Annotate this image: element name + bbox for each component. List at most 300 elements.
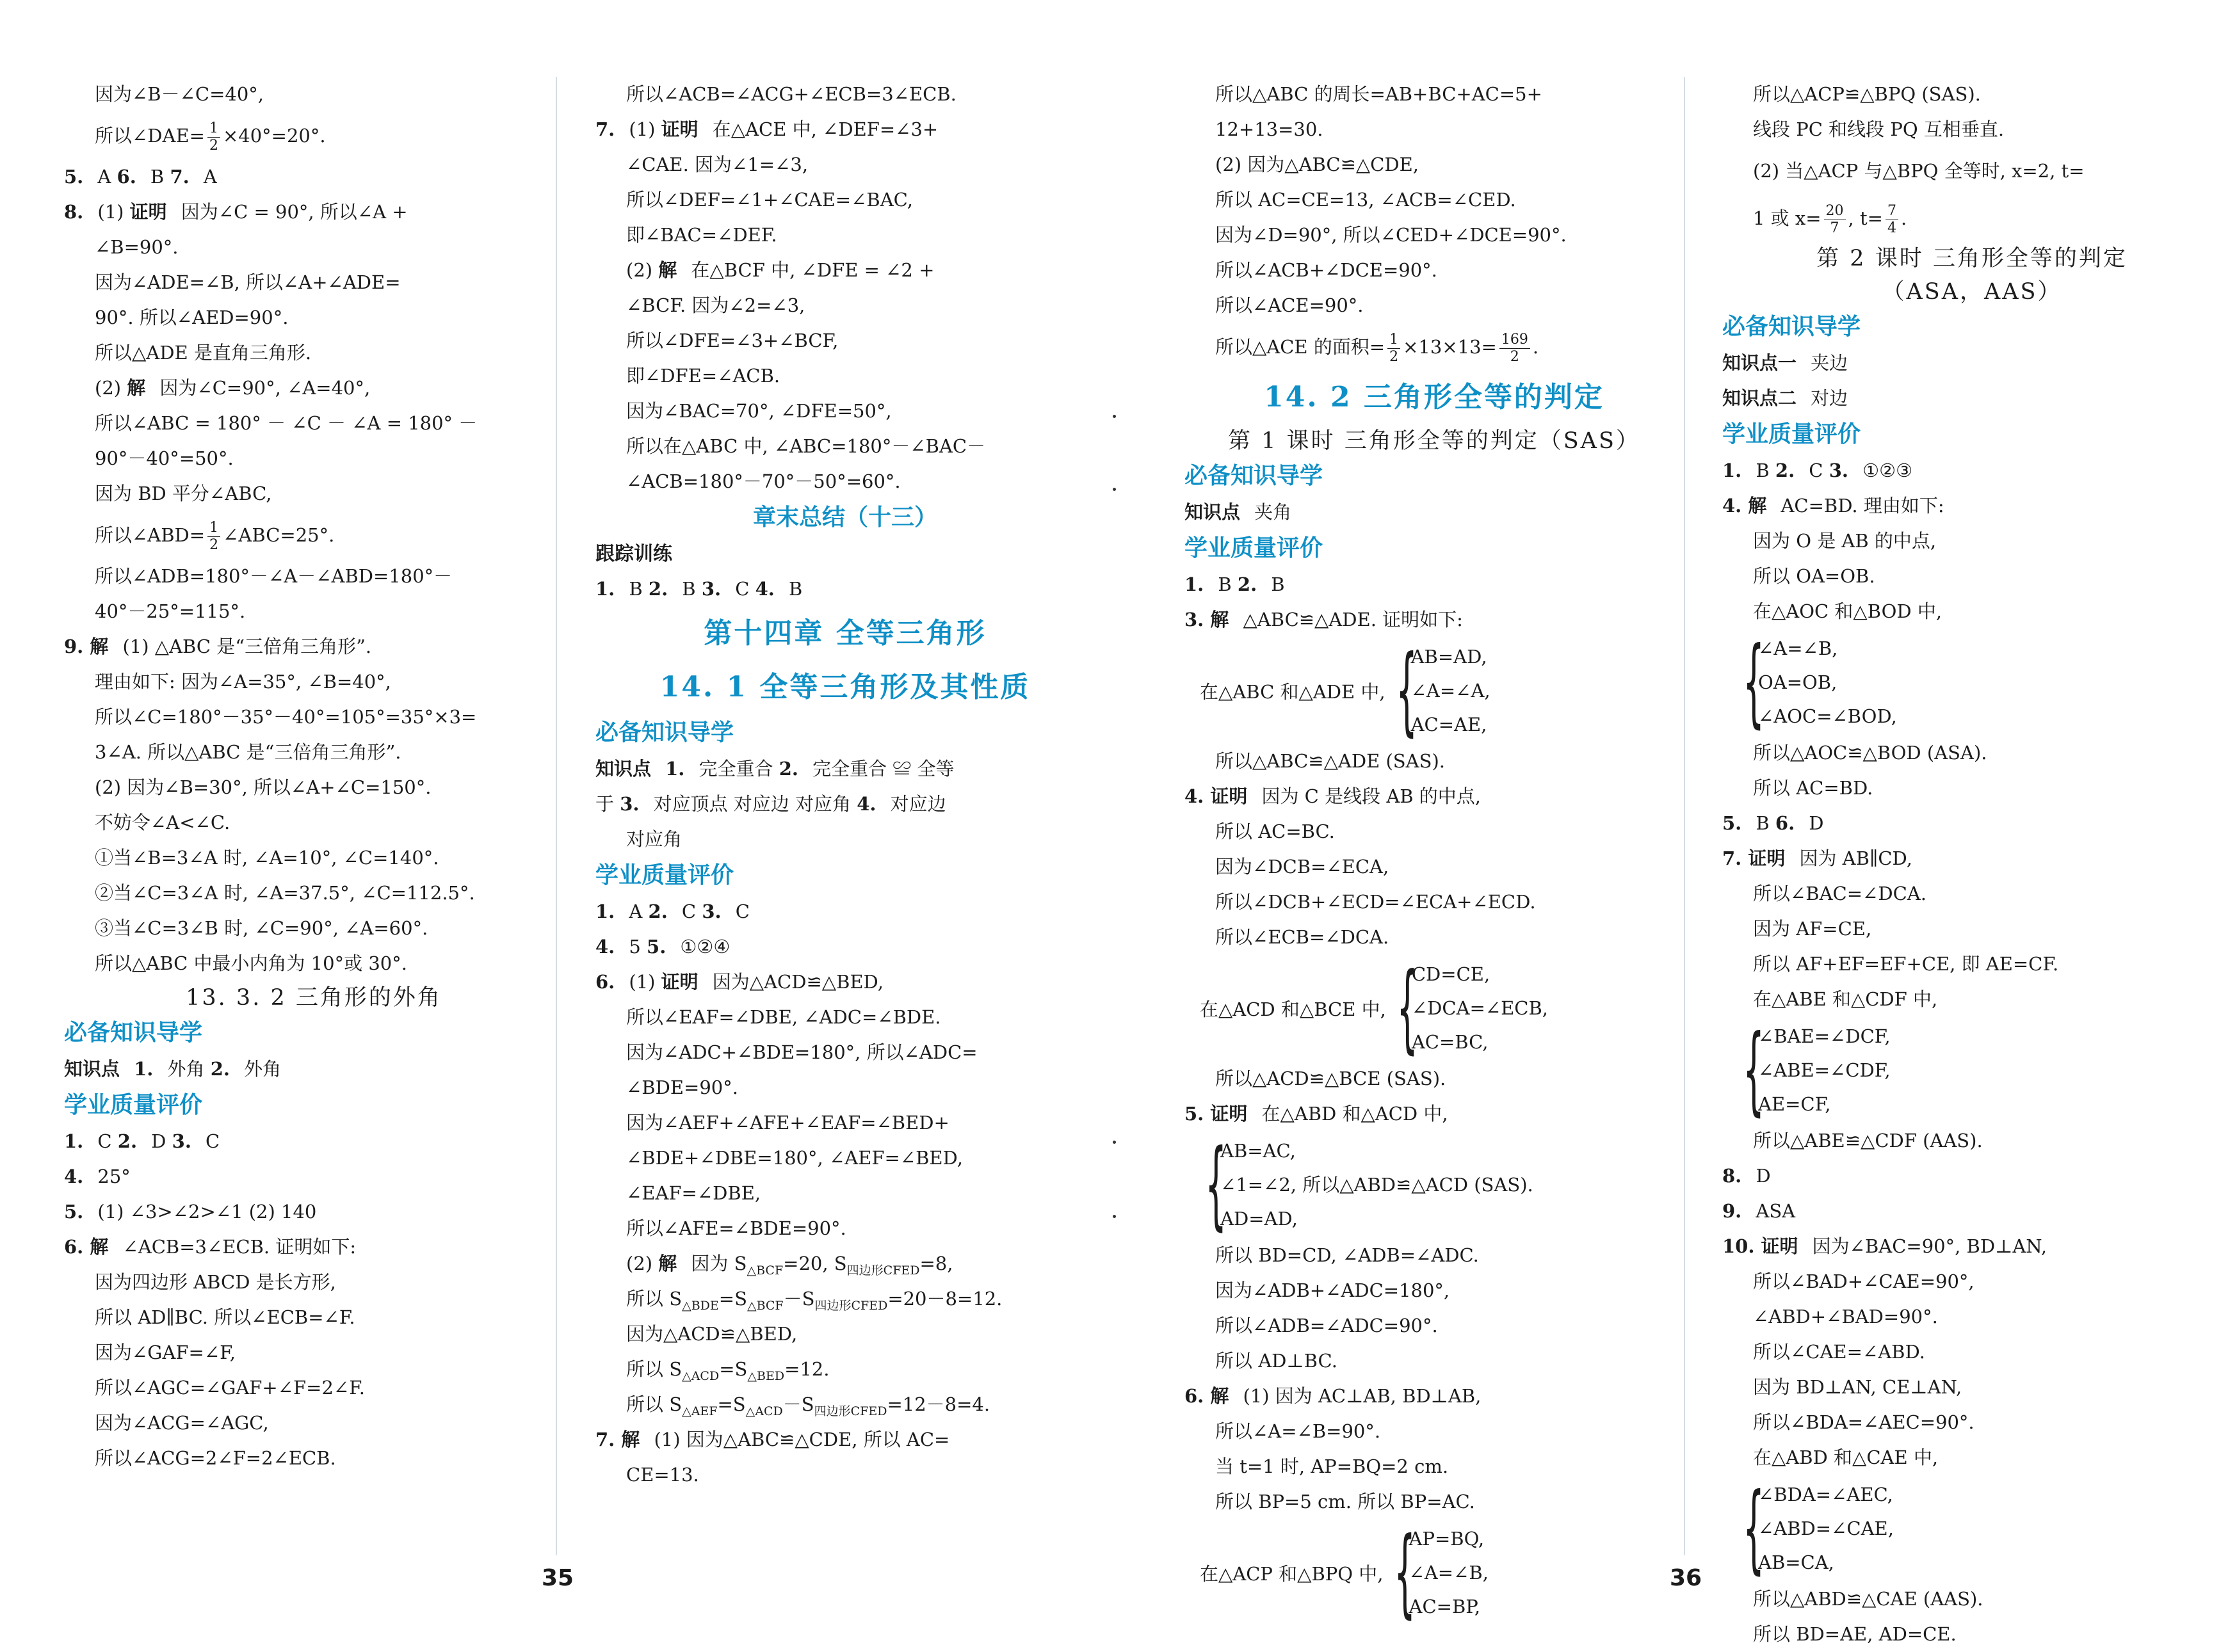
bold-label: 知识点二 — [1722, 387, 1804, 409]
text-run: 理由如下: 因为∠A=35°, ∠B=40°, — [95, 671, 391, 693]
subscript: △BDE — [682, 1298, 719, 1313]
brace-line: AB=CA, — [1758, 1551, 1834, 1573]
fraction-numerator: 1 — [207, 120, 220, 138]
text-run: D — [1756, 1165, 1771, 1187]
bold-label: 6. — [595, 971, 622, 993]
bold-label: 4. 证明 — [1184, 785, 1254, 807]
answer-line — [64, 300, 563, 335]
text-run: =20－8=12. — [887, 1288, 1003, 1310]
brace-lead-text: 在△ACP 和△BPQ 中, — [1200, 1562, 1384, 1585]
answer-line — [64, 476, 563, 511]
brace-lines — [1409, 1522, 1489, 1624]
answer-line — [1722, 453, 2222, 488]
fraction — [207, 120, 220, 154]
brace-line: ∠1=∠2, 所以△ABD≌△ACD (SAS). — [1220, 1173, 1533, 1196]
bold-label: 5. — [64, 1201, 90, 1223]
brace-line: AC=BP, — [1409, 1595, 1481, 1617]
subscript: △BCF — [747, 1298, 784, 1313]
text-run: 因为 BD⊥AN, CE⊥AN, — [1753, 1376, 1962, 1398]
text-run: ∠CAE. 因为∠1=∠3, — [626, 154, 809, 175]
section-heading — [595, 714, 1095, 751]
answer-line — [1722, 77, 2222, 112]
answer-line — [1722, 488, 2222, 524]
text-run: (2) — [95, 377, 127, 399]
text-run: 13. 3. 2 三角形的外角 — [186, 985, 442, 1011]
answer-line — [1184, 814, 1684, 849]
answer-line — [1722, 841, 2222, 876]
bold-label: 知识点 — [1184, 501, 1247, 523]
text-run: 因为四边形 ABCD 是长方形, — [95, 1271, 336, 1293]
answer-line — [595, 822, 1095, 857]
bold-label: 2. — [648, 901, 674, 922]
answer-line — [64, 371, 563, 406]
bold-label: 4. — [857, 793, 883, 815]
answer-line — [1722, 381, 2222, 416]
bold-label: 7. 证明 — [1722, 847, 1792, 869]
fraction — [1387, 332, 1400, 365]
bold-label: 5. — [64, 166, 90, 188]
answer-line — [1722, 1335, 2222, 1370]
text-run: 夹角 — [1254, 501, 1292, 523]
answer-line — [1722, 1370, 2222, 1405]
fraction-numerator: 20 — [1824, 203, 1846, 220]
fraction — [1886, 203, 1898, 237]
answer-line — [64, 1194, 563, 1230]
bold-label: 证明 — [661, 118, 705, 140]
margin-dot — [1113, 415, 1116, 418]
text-run: 因为∠ACG=∠AGC, — [95, 1412, 269, 1434]
text-run: 所以∠DAE= — [95, 125, 205, 147]
bold-label: 5. — [647, 936, 673, 958]
text-run: B — [682, 578, 702, 600]
brace-lines — [1758, 632, 1897, 734]
text-run: 学业质量评价 — [64, 1092, 203, 1118]
answer-line — [1722, 911, 2222, 947]
answer-line — [595, 1281, 1095, 1317]
text-run: 所以∠AGC=∠GAF+∠F=2∠F. — [95, 1377, 366, 1399]
brace-line: ∠ABD=∠CAE, — [1758, 1517, 1894, 1539]
text-run: 因为△ACD≌△BED, — [626, 1323, 798, 1345]
bold-label: 3. — [1829, 460, 1855, 481]
answer-line — [595, 1246, 1095, 1281]
answer-line — [595, 218, 1095, 253]
text-run: ×13×13= — [1403, 336, 1497, 358]
bold-label: 3. — [172, 1130, 198, 1152]
answer-column-4 — [1722, 77, 2222, 1652]
text-run: 因为∠C = 90°, 所以∠A + — [181, 201, 408, 223]
answer-line — [64, 159, 563, 195]
subheading — [595, 536, 1095, 572]
text-run: 所以∠BAC=∠DCA. — [1753, 883, 1926, 904]
text-run: 所以∠C=180°－35°－40°=105°=35°×3= — [95, 706, 477, 728]
text-run: =12. — [784, 1358, 830, 1380]
text-run: 外角 — [167, 1058, 211, 1080]
answer-line — [1184, 885, 1684, 920]
answer-line — [1184, 77, 1684, 112]
text-run: 所以∠ACB=∠ACG+∠ECB=3∠ECB. — [626, 83, 957, 105]
text-run: 所以∠BDA=∠AEC=90°. — [1753, 1411, 1975, 1433]
brace-line: AB=AD, — [1410, 645, 1487, 668]
answer-line — [595, 253, 1095, 288]
answer-line — [64, 1265, 563, 1300]
answer-line — [1722, 594, 2222, 629]
text-run: 所以 BP=5 cm. 所以 BP=AC. — [1215, 1491, 1475, 1512]
answer-line — [64, 1406, 563, 1441]
text-run: 因为∠ADE=∠B, 所以∠A+∠ADE= — [95, 271, 401, 293]
text-run: 所以∠DCB+∠ECD=∠ECA+∠ECD. — [1215, 891, 1536, 913]
text-run: 夹边 — [1811, 352, 1848, 374]
text-run: 因为 AF=CE, — [1753, 918, 1872, 940]
text-run: 在△ACE 中, ∠DEF=∠3+ — [712, 118, 939, 140]
text-run: B — [1218, 573, 1238, 595]
answer-line — [1184, 1449, 1684, 1484]
bold-label: 4. — [755, 578, 781, 600]
answer-line — [1184, 1096, 1684, 1132]
text-run: 14. 2 三角形全等的判定 — [1264, 381, 1604, 413]
bold-label: 3. — [701, 578, 728, 600]
chapter-title — [595, 607, 1095, 661]
bold-label: 9. — [1722, 1200, 1748, 1222]
subscript: △ACD — [682, 1368, 720, 1383]
answer-line — [1184, 1273, 1684, 1308]
subscript: △BCF — [747, 1263, 784, 1278]
text-run: 所以 AF+EF=EF+CE, 即 AE=CF. — [1753, 953, 2059, 975]
text-run: 学业质量评价 — [1722, 421, 1861, 447]
answer-line — [64, 1124, 563, 1159]
text-run: △ABC≌△ADE. 证明如下: — [1243, 609, 1463, 630]
answer-column-2 — [595, 77, 1095, 1493]
bold-label: 4. 解 — [1722, 495, 1773, 517]
bold-label: 6. — [1775, 812, 1802, 834]
text-run: 对应顶点 对应边 对应角 — [653, 793, 857, 815]
text-run: 所以∠ADB=180°－∠A－∠ABD=180°－ — [95, 565, 453, 587]
answer-line — [1722, 982, 2222, 1017]
text-run: ①当∠B=3∠A 时, ∠A=10°, ∠C=140°. — [95, 847, 439, 869]
text-run: 因为 O 是 AB 的中点, — [1753, 530, 1937, 552]
text-run: B — [150, 166, 170, 188]
answer-line — [1722, 735, 2222, 771]
text-run: 90°. 所以∠AED=90°. — [95, 307, 289, 328]
answer-line — [1722, 1582, 2222, 1617]
text-run: 即∠DFE=∠ACB. — [626, 365, 780, 387]
text-run: (1) — [629, 971, 661, 993]
margin-dot — [1113, 488, 1116, 491]
bold-label: 6. 解 — [64, 1236, 115, 1258]
text-run: 因为△ACD≌△BED, — [712, 971, 884, 993]
text-run: 所以△ABC 的周长=AB+BC+AC=5+ — [1215, 83, 1542, 105]
section-heading — [1184, 530, 1684, 567]
bold-label: 1. — [665, 758, 691, 780]
text-run: (2) — [626, 1253, 659, 1274]
answer-line — [64, 1370, 563, 1406]
answer-line — [64, 770, 563, 805]
text-run: －S — [782, 1393, 814, 1415]
text-run: A — [203, 166, 217, 188]
bold-label: 1. — [134, 1058, 160, 1080]
text-run: 因为 C 是线段 AB 的中点, — [1261, 785, 1482, 807]
left-brace-icon: { — [1743, 627, 1765, 738]
answer-line — [1722, 346, 2222, 381]
text-run: =S — [717, 1393, 746, 1415]
answer-line — [595, 1176, 1095, 1211]
answer-line — [1722, 1405, 2222, 1440]
answer-line — [595, 1035, 1095, 1070]
answer-line — [595, 572, 1095, 607]
brace-line: ∠A=∠B, — [1758, 637, 1838, 659]
answer-line — [1184, 849, 1684, 885]
brace-condition-group — [1722, 1014, 2222, 1126]
answer-line — [595, 112, 1095, 147]
answer-line — [64, 700, 563, 735]
fraction-denominator: 2 — [209, 137, 218, 154]
text-run: 对边 — [1811, 387, 1848, 409]
text-run: C — [206, 1130, 220, 1152]
answer-line — [595, 288, 1095, 323]
answer-line — [64, 946, 563, 981]
text-run: 因为∠D=90°, 所以∠CED+∠DCE=90°. — [1215, 224, 1567, 246]
text-run: 所以△ABD≌△CAE (AAS). — [1753, 1588, 1983, 1610]
answer-line — [595, 929, 1095, 965]
bold-label: 2. — [1775, 460, 1802, 481]
answer-line — [64, 840, 563, 876]
text-run: C — [97, 1130, 118, 1152]
brace-line: ∠DCA=∠ECB, — [1411, 997, 1549, 1019]
text-run: 章末总结（十三） — [752, 504, 937, 531]
brace-lines — [1412, 958, 1548, 1059]
answer-line — [1184, 602, 1684, 638]
bold-label: 3. — [702, 901, 728, 922]
brace-lead-text: 在△ABC 和△ADE 中, — [1200, 680, 1385, 703]
text-run: 当 t=1 时, AP=BQ=2 cm. — [1215, 1456, 1449, 1477]
answer-line — [64, 441, 563, 476]
bold-label: 2. — [210, 1058, 237, 1080]
text-run: B — [1271, 573, 1285, 595]
answer-line — [64, 511, 563, 559]
text-run: 所以△ABE≌△CDF (AAS). — [1753, 1130, 1983, 1151]
text-run: 学业质量评价 — [1184, 535, 1323, 561]
answer-line — [1722, 1264, 2222, 1299]
text-run: 所以∠ADB=∠ADC=90°. — [1215, 1315, 1438, 1336]
text-run: 必备知识导学 — [64, 1020, 203, 1046]
text-run: (2) — [626, 259, 659, 281]
answer-line — [1722, 771, 2222, 806]
section-heading — [64, 1087, 563, 1124]
fraction-denominator: 2 — [209, 536, 219, 553]
text-run: C — [735, 901, 750, 922]
answer-line — [64, 112, 563, 159]
fraction-numerator: 1 — [1387, 332, 1400, 349]
text-run: 14. 1 全等三角形及其性质 — [659, 671, 1031, 703]
answer-line — [1184, 323, 1684, 371]
text-run: =12－8=4. — [887, 1393, 990, 1415]
text-run: (1) — [97, 201, 130, 223]
text-run: 所以∠EAF=∠DBE, ∠ADC=∠BDE. — [626, 1006, 941, 1028]
text-run: 第 1 课时 三角形全等的判定（SAS） — [1228, 428, 1640, 454]
section-heading — [64, 1014, 563, 1052]
section-heading — [595, 857, 1095, 894]
answer-line — [595, 77, 1095, 112]
left-brace-icon: { — [1393, 1517, 1416, 1628]
subscript: △AEF — [682, 1404, 718, 1418]
text-run: 所以∠ACG=2∠F=2∠ECB. — [95, 1447, 336, 1469]
brace-line: AD=AD, — [1220, 1207, 1298, 1230]
text-run: ∠ACB=180°－70°－50°=60°. — [626, 470, 901, 492]
answer-line — [64, 911, 563, 946]
text-run: 3∠A. 所以△ABC 是“三倍角三角形”. — [95, 741, 401, 763]
brace-line: ∠BAE=∠DCF, — [1758, 1025, 1891, 1047]
fraction-denominator: 7 — [1830, 220, 1839, 236]
text-run: 所以 AC=BC. — [1215, 821, 1335, 842]
text-run: 不妨令∠A<∠C. — [95, 812, 230, 833]
text-run: ∠BDE+∠DBE=180°, ∠AEF=∠BED, — [626, 1147, 963, 1169]
text-run: =8, — [919, 1253, 953, 1274]
lesson-subtitle — [1184, 424, 1684, 458]
bold-label: 6. 解 — [1184, 1385, 1236, 1407]
bold-label: 7. 解 — [595, 1429, 647, 1450]
answer-line — [1184, 567, 1684, 602]
bold-label: 解 — [658, 1253, 684, 1274]
answer-line — [1722, 806, 2222, 841]
answer-line — [64, 1159, 563, 1194]
text-run: =20, S — [783, 1253, 847, 1274]
bold-label: 2. — [779, 758, 805, 780]
text-run: AC=BD. 理由如下: — [1781, 495, 1944, 517]
text-run: －S — [783, 1288, 815, 1310]
subscript: 四边形CFED — [846, 1263, 920, 1278]
bold-label: 7. — [170, 166, 196, 188]
text-run: 所以 BD=CD, ∠ADB=∠ADC. — [1215, 1244, 1479, 1266]
bold-label: 1. — [64, 1130, 90, 1152]
text-run: 5 — [629, 936, 647, 958]
left-brace-icon: { — [1743, 1473, 1765, 1584]
answer-line — [595, 147, 1095, 182]
lesson-subtitle — [1722, 275, 2222, 309]
answer-line — [1184, 1414, 1684, 1449]
text-run: 学业质量评价 — [595, 862, 734, 888]
text-run: . — [1532, 336, 1539, 358]
answer-line — [595, 1457, 1095, 1493]
bold-label: 解 — [127, 377, 152, 399]
fraction-denominator: 4 — [1887, 220, 1896, 236]
brace-line: ∠ABE=∠CDF, — [1758, 1059, 1891, 1081]
text-run: 所以△ADE 是直角三角形. — [95, 342, 312, 364]
brace-line: AE=CF, — [1758, 1093, 1831, 1115]
answer-line — [64, 629, 563, 664]
text-run: =S — [718, 1288, 747, 1310]
answer-line — [64, 406, 563, 441]
text-run: 因为 BD 平分∠ABC, — [95, 483, 272, 504]
text-run: (1) △ABC 是“三倍角三角形”. — [122, 636, 372, 657]
answer-line — [595, 1387, 1095, 1422]
answer-line — [595, 1000, 1095, 1035]
answer-line — [1184, 920, 1684, 955]
bold-label: 8. — [1722, 1165, 1748, 1187]
brace-line: AP=BQ, — [1409, 1527, 1485, 1550]
text-run: ③当∠C=3∠B 时, ∠C=90°, ∠A=60°. — [95, 917, 428, 939]
text-run: 外角 — [244, 1058, 282, 1080]
answer-line — [1184, 1308, 1684, 1343]
answer-line — [1184, 1343, 1684, 1379]
bold-label: 1. — [1722, 460, 1748, 481]
brace-condition-group — [1184, 635, 1684, 746]
text-run: 所以∠ACB+∠DCE=90°. — [1215, 259, 1437, 281]
brace-line: ∠A=∠B, — [1409, 1561, 1489, 1584]
text-run: 所以 AC=BD. — [1753, 777, 1873, 799]
text-run: ∠BCF. 因为∠2=∠3, — [626, 294, 805, 316]
answer-line — [595, 965, 1095, 1000]
chapter-title — [1184, 371, 1684, 424]
bold-label: 1. — [595, 578, 622, 600]
text-run: (1) 因为△ABC≌△CDE, 所以 AC= — [654, 1429, 950, 1450]
text-run: C — [1809, 460, 1829, 481]
text-run: 所以△ACD≌△BCE (SAS). — [1215, 1068, 1446, 1089]
column-divider — [1684, 77, 1685, 1555]
text-run: ∠ABC=25°. — [223, 524, 335, 546]
answer-line — [64, 1052, 563, 1087]
text-run: 因为 S — [691, 1253, 747, 1274]
text-run: 跟踪训练 — [595, 543, 672, 565]
answer-line — [595, 1141, 1095, 1176]
brace-condition-group — [1184, 1517, 1684, 1628]
answer-line — [595, 1211, 1095, 1246]
fraction — [1824, 203, 1846, 237]
text-run: 因为∠DCB=∠ECA, — [1215, 856, 1389, 878]
brace-condition-group — [1184, 1129, 1684, 1240]
answer-line — [1722, 1123, 2222, 1159]
answer-line — [1722, 147, 2222, 195]
answer-line — [1722, 876, 2222, 911]
fraction — [207, 520, 220, 554]
answer-line — [1722, 112, 2222, 147]
text-run: 所以在△ABC 中, ∠ABC=180°－∠BAC－ — [626, 435, 986, 457]
text-run: 于 — [595, 793, 620, 815]
section-heading — [1722, 309, 2222, 346]
bold-label: 4. — [595, 936, 622, 958]
answer-line — [64, 77, 563, 112]
text-run: ①②④ — [680, 936, 731, 958]
text-run: 在△ABE 和△CDF 中, — [1753, 988, 1938, 1010]
bold-label: 8. — [64, 201, 90, 223]
answer-line — [1722, 1617, 2222, 1652]
answer-line — [64, 594, 563, 629]
bold-label: 解 — [658, 259, 684, 281]
brace-line: CD=CE, — [1411, 963, 1490, 985]
answer-line — [64, 230, 563, 265]
bold-label: 证明 — [661, 971, 705, 993]
text-run: 必备知识导学 — [1722, 314, 1861, 340]
text-run: 必备知识导学 — [595, 719, 734, 746]
answer-line — [1184, 253, 1684, 288]
text-run: 所以 AC=CE=13, ∠ACB=∠CED. — [1215, 189, 1516, 211]
brace-lead-text: 在△ACD 和△BCE 中, — [1200, 998, 1386, 1020]
text-run: (2) 因为△ABC≌△CDE, — [1215, 154, 1419, 175]
subscript: 四边形CFED — [814, 1404, 887, 1418]
chapter-title — [595, 661, 1095, 714]
subscript: △ACD — [745, 1404, 783, 1418]
left-brace-icon: { — [1205, 1129, 1227, 1240]
text-run: 所以∠ABC = 180° － ∠C － ∠A = 180° － — [95, 412, 478, 434]
answer-line — [595, 358, 1095, 394]
bold-label: 1. — [1184, 573, 1211, 595]
brace-line: AB=AC, — [1220, 1139, 1296, 1162]
brace-lines — [1411, 640, 1490, 742]
answer-line — [595, 1070, 1095, 1105]
answer-line — [1722, 195, 2222, 242]
text-run: 线段 PC 和线段 PQ 互相垂直. — [1753, 118, 2005, 140]
text-run: 所以△ABC≌△ADE (SAS). — [1215, 750, 1445, 772]
text-run: 所以 S — [626, 1288, 682, 1310]
text-run: 所以∠DEF=∠1+∠CAE=∠BAC, — [626, 189, 914, 211]
